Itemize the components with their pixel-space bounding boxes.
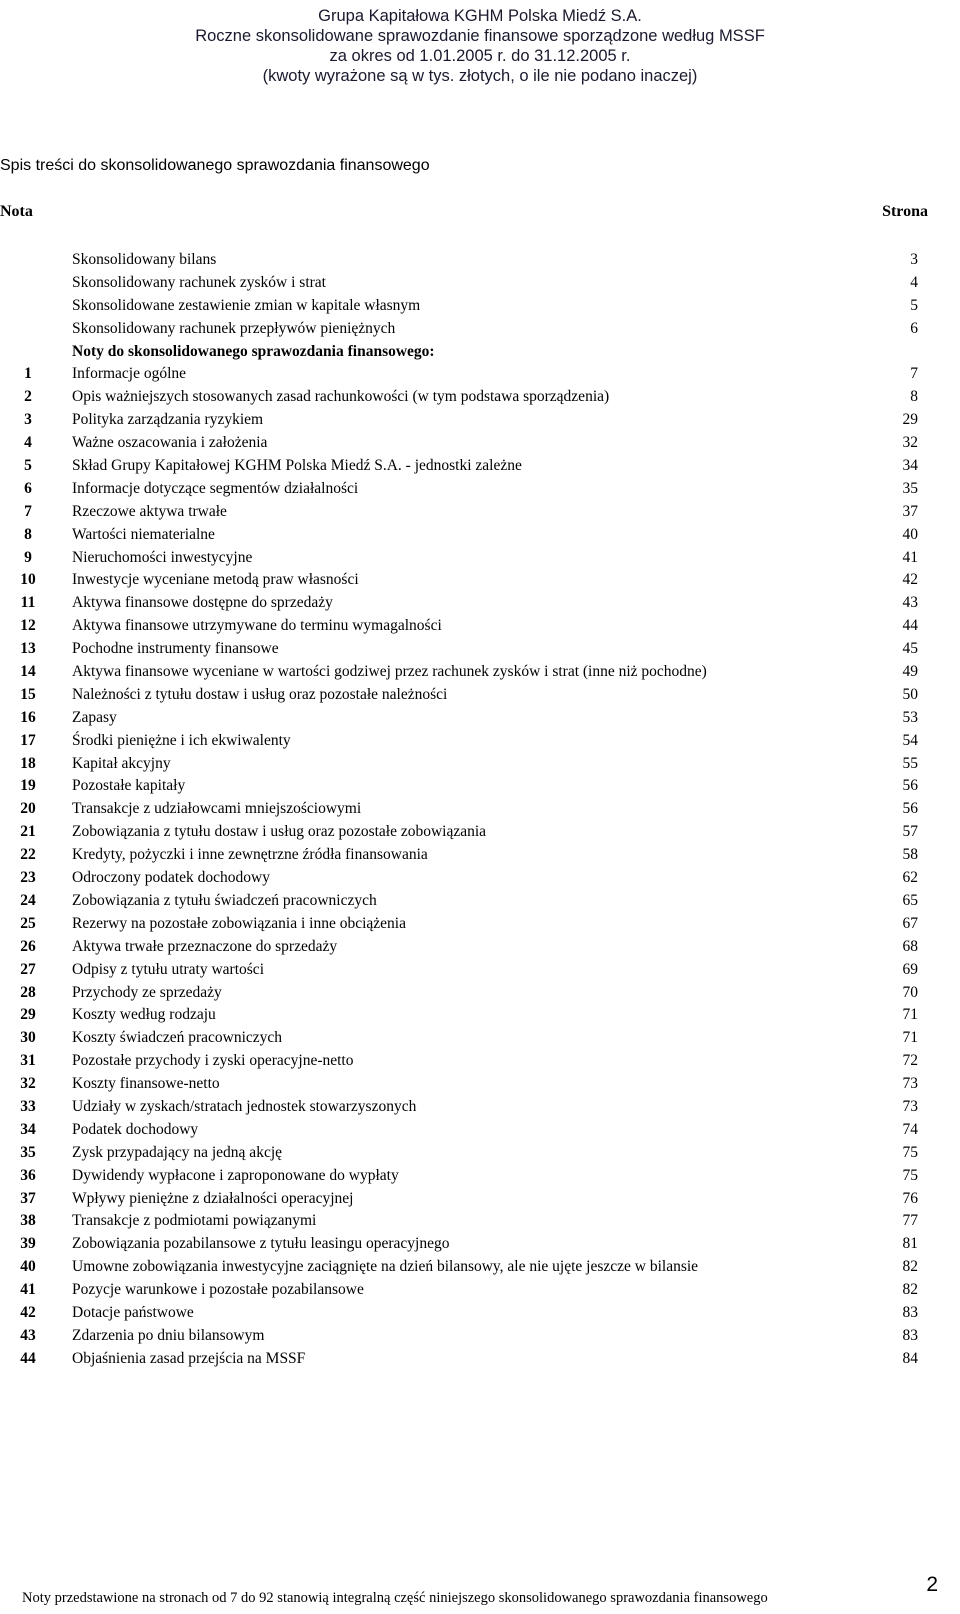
toc-entry-page: 65 xyxy=(902,891,918,909)
toc-entry-page: 50 xyxy=(902,685,918,703)
toc-entry-page: 75 xyxy=(902,1166,918,1184)
toc-entry-page: 69 xyxy=(902,960,918,978)
toc-entry xyxy=(0,615,960,638)
toc-entry xyxy=(0,661,960,684)
toc-entry-label: Opis ważniejszych stosowanych zasad rachunkowości (w tym podstawa sporządzenia) xyxy=(72,388,610,406)
toc-entry-page: 56 xyxy=(902,800,918,818)
toc-entry-label: Nieruchomości inwestycyjne xyxy=(72,548,253,566)
toc-entry xyxy=(0,363,960,386)
toc-entry-label: Podatek dochodowy xyxy=(72,1120,199,1138)
toc-entry-label: Informacje dotyczące segmentów działalności xyxy=(72,479,359,497)
toc-entry-page: 41 xyxy=(902,548,918,566)
toc-entry-page: 76 xyxy=(902,1189,918,1207)
toc-entry-label: Kredyty, pożyczki i inne zewnętrzne źródła finansowania xyxy=(72,846,428,864)
toc-entry-number: 21 xyxy=(20,823,36,841)
toc-entry xyxy=(0,409,960,432)
toc-entry-label: Pozycje warunkowe i pozostałe pozabilansowe xyxy=(72,1281,364,1299)
toc-entry-label: Wartości niematerialne xyxy=(72,525,215,543)
toc-entry-page: 54 xyxy=(902,731,918,749)
toc-list xyxy=(0,249,960,1371)
toc-entry-page: 84 xyxy=(902,1349,918,1367)
toc-entry-page: 44 xyxy=(902,617,918,635)
toc-entry xyxy=(0,936,960,959)
toc-title: Spis treści do skonsolidowanego sprawozdania finansowego xyxy=(0,157,430,174)
toc-entry-label: Rzeczowe aktywa trwałe xyxy=(72,502,227,520)
toc-entry xyxy=(0,478,960,501)
toc-entry-page: 37 xyxy=(902,502,918,520)
toc-entry xyxy=(0,1325,960,1348)
toc-entry-label: Udziały w zyskach/stratach jednostek stowarzyszonych xyxy=(72,1097,417,1115)
toc-entry-page: 57 xyxy=(902,823,918,841)
toc-entry-page: 35 xyxy=(902,479,918,497)
toc-entry-number: 18 xyxy=(20,754,36,772)
toc-entry-page: 5 xyxy=(910,296,918,314)
toc-entry xyxy=(0,982,960,1005)
toc-entry-number: 30 xyxy=(20,1029,36,1047)
toc-entry xyxy=(0,867,960,890)
toc-entry-number: 41 xyxy=(20,1281,36,1299)
toc-entry-number: 15 xyxy=(20,685,36,703)
column-header-note: Nota xyxy=(0,203,33,220)
toc-entry-label: Dotacje państwowe xyxy=(72,1303,194,1321)
toc-entry-label: Pozostałe przychody i zyski operacyjne-netto xyxy=(72,1052,354,1070)
toc-entry-label: Skonsolidowany bilans xyxy=(72,251,217,268)
toc-entry-label: Zobowiązania pozabilansowe z tytułu leasingu operacyjnego xyxy=(72,1235,450,1253)
toc-entry-number: 23 xyxy=(20,869,36,887)
header-period: za okres od 1.01.2005 r. do 31.12.2005 r. xyxy=(329,47,631,65)
toc-entry-label: Koszty finansowe-netto xyxy=(72,1075,220,1093)
toc-entry-label: Dywidendy wypłacone i zaproponowane do wypłaty xyxy=(72,1166,399,1184)
toc-entry-number: 38 xyxy=(20,1212,36,1230)
toc-entry-page: 73 xyxy=(902,1075,918,1093)
toc-entry-label: Objaśnienia zasad przejścia na MSSF xyxy=(72,1349,306,1367)
toc-entry-page: 58 xyxy=(902,846,918,864)
toc-entry-number: 24 xyxy=(20,891,36,909)
toc-entry xyxy=(0,959,960,982)
toc-entry-number: 44 xyxy=(20,1349,36,1367)
toc-entry xyxy=(0,272,960,295)
toc-entry-label: Inwestycje wyceniane metodą praw własności xyxy=(72,571,359,589)
toc-entry xyxy=(0,753,960,776)
toc-entry-label: Odpisy z tytułu utraty wartości xyxy=(72,960,264,978)
toc-entry-number: 17 xyxy=(20,731,36,749)
header-units-note: (kwoty wyrażone są w tys. złotych, o ile nie podano inaczej) xyxy=(262,67,698,85)
toc-entry-page: 70 xyxy=(902,983,918,1001)
toc-entry xyxy=(0,913,960,936)
toc-entry-label: Zobowiązania z tytułu dostaw i usług oraz pozostałe zobowiązania xyxy=(72,823,487,841)
toc-entry-page: 42 xyxy=(902,571,918,589)
toc-entry-label: Noty do skonsolidowanego sprawozdania finansowego: xyxy=(72,342,435,360)
toc-entry-number: 20 xyxy=(20,800,36,818)
toc-entry-page: 56 xyxy=(902,777,918,795)
toc-entry xyxy=(0,1256,960,1279)
toc-entry xyxy=(0,1119,960,1142)
toc-entry-page: 72 xyxy=(902,1052,918,1070)
toc-entry-number: 10 xyxy=(20,571,36,589)
toc-entry-number: 39 xyxy=(20,1235,36,1253)
toc-entry xyxy=(0,890,960,913)
toc-entry xyxy=(0,547,960,570)
toc-entry-page: 68 xyxy=(902,937,918,955)
toc-entry-number: 12 xyxy=(20,617,36,635)
toc-entry xyxy=(0,1027,960,1050)
toc-entry xyxy=(0,638,960,661)
toc-entry-number: 2 xyxy=(24,388,32,406)
toc-entry-number: 9 xyxy=(24,548,32,566)
toc-entry xyxy=(0,821,960,844)
toc-entry xyxy=(0,707,960,730)
toc-entry xyxy=(0,1073,960,1096)
toc-entry-number: 27 xyxy=(20,960,36,978)
toc-entry-page: 67 xyxy=(902,914,918,932)
toc-entry-page: 43 xyxy=(902,594,918,612)
toc-entry-label: Przychody ze sprzedaży xyxy=(72,983,222,1001)
toc-entry-number: 34 xyxy=(20,1120,36,1138)
toc-entry-page: 40 xyxy=(902,525,918,543)
toc-entry xyxy=(0,386,960,409)
toc-entry xyxy=(0,1233,960,1256)
toc-entry-number: 22 xyxy=(20,846,36,864)
toc-entry-label: Skonsolidowany rachunek przepływów pieniężnych xyxy=(72,319,396,337)
toc-entry xyxy=(0,295,960,318)
toc-entry-page: 71 xyxy=(902,1006,918,1024)
toc-entry xyxy=(0,432,960,455)
toc-entry xyxy=(0,798,960,821)
toc-entry-label: Zobowiązania z tytułu świadczeń pracowniczych xyxy=(72,891,377,909)
footer-note: Noty przedstawione na stronach od 7 do 92 stanowią integralną część niniejszego skonsolidowanego sprawozdania finansowego xyxy=(22,1590,768,1606)
toc-entry-label: Transakcje z udziałowcami mniejszościowymi xyxy=(72,800,362,818)
toc-entry-page: 82 xyxy=(902,1258,918,1276)
toc-entry-number: 37 xyxy=(20,1189,36,1207)
toc-entry-number: 36 xyxy=(20,1166,36,1184)
toc-entry xyxy=(0,524,960,547)
toc-entry-label: Transakcje z podmiotami powiązanymi xyxy=(72,1212,317,1230)
toc-entry xyxy=(0,1210,960,1233)
toc-entry-page: 53 xyxy=(902,708,918,726)
toc-entry-label: Zysk przypadający na jedną akcję xyxy=(72,1143,283,1161)
toc-entry xyxy=(0,1142,960,1165)
toc-entry-number: 7 xyxy=(24,502,32,520)
toc-entry xyxy=(0,318,960,341)
toc-entry-page: 71 xyxy=(902,1029,918,1047)
toc-entry-label: Polityka zarządzania ryzykiem xyxy=(72,411,264,429)
toc-entry-page: 29 xyxy=(902,411,918,429)
toc-entry-page: 82 xyxy=(902,1281,918,1299)
toc-entry-label: Umowne zobowiązania inwestycyjne zaciągnięte na dzień bilansowy, ale nie ujęte jeszcze w bilansie xyxy=(72,1258,699,1276)
toc-entry-label: Kapitał akcyjny xyxy=(72,754,171,772)
toc-entry-number: 4 xyxy=(24,434,32,452)
toc-entry-number: 33 xyxy=(20,1097,36,1115)
toc-entry-page: 62 xyxy=(902,869,918,887)
toc-entry-label: Rezerwy na pozostałe zobowiązania i inne obciążenia xyxy=(72,914,406,932)
toc-entry-label: Wpływy pieniężne z działalności operacyjnej xyxy=(72,1189,354,1207)
toc-entry xyxy=(0,1165,960,1188)
toc-entry-label: Odroczony podatek dochodowy xyxy=(72,869,271,887)
toc-entry-label: Aktywa trwałe przeznaczone do sprzedaży xyxy=(72,937,338,955)
toc-entry xyxy=(0,1004,960,1027)
toc-entry-number: 35 xyxy=(20,1143,36,1161)
toc-entry-number: 14 xyxy=(20,663,36,681)
toc-entry xyxy=(0,684,960,707)
toc-entry-label: Skład Grupy Kapitałowej KGHM Polska Miedź S.A. - jednostki zależne xyxy=(72,457,522,475)
toc-entry-label: Skonsolidowany rachunek zysków i strat xyxy=(72,273,326,291)
toc-entry xyxy=(0,1348,960,1371)
toc-entry-page: 45 xyxy=(902,640,918,658)
toc-entry-page: 6 xyxy=(910,319,918,337)
toc-entry xyxy=(0,249,960,272)
toc-entry-number: 43 xyxy=(20,1326,36,1344)
toc-entry-page: 7 xyxy=(910,365,918,383)
toc-entry-label: Pochodne instrumenty finansowe xyxy=(72,640,279,658)
toc-entry-page: 75 xyxy=(902,1143,918,1161)
toc-entry-number: 5 xyxy=(24,457,32,475)
toc-entry-number: 8 xyxy=(24,525,32,543)
toc-entry xyxy=(0,844,960,867)
toc-entry-number: 3 xyxy=(24,411,32,429)
toc-entry-page: 34 xyxy=(902,457,918,475)
toc-entry-label: Koszty według rodzaju xyxy=(72,1006,216,1024)
toc-entry-page: 3 xyxy=(910,251,918,268)
toc-entry-page: 83 xyxy=(902,1326,918,1344)
toc-entry-number: 32 xyxy=(20,1075,36,1093)
toc-entry-number: 40 xyxy=(20,1258,36,1276)
toc-entry-label: Zapasy xyxy=(72,708,117,726)
toc-entry-number: 1 xyxy=(24,365,32,383)
toc-entry xyxy=(0,730,960,753)
toc-entry xyxy=(0,569,960,592)
toc-entry xyxy=(0,1302,960,1325)
toc-entry-page: 77 xyxy=(902,1212,918,1230)
toc-entry-number: 29 xyxy=(20,1006,36,1024)
toc-entry-number: 26 xyxy=(20,937,36,955)
toc-entry-number: 11 xyxy=(20,594,36,612)
toc-entry-label: Aktywa finansowe utrzymywane do terminu wymagalności xyxy=(72,617,442,635)
document-header xyxy=(0,6,960,86)
toc-entry-number: 13 xyxy=(20,640,36,658)
toc-entry-page: 8 xyxy=(910,388,918,406)
toc-entry-number: 31 xyxy=(20,1052,36,1070)
toc-entry-label: Koszty świadczeń pracowniczych xyxy=(72,1029,283,1047)
toc-entry xyxy=(0,501,960,524)
toc-entry xyxy=(0,592,960,615)
toc-entry-number: 42 xyxy=(20,1303,36,1321)
toc-entry xyxy=(0,455,960,478)
toc-entry xyxy=(0,1096,960,1119)
toc-entry-label: Aktywa finansowe wyceniane w wartości godziwej przez rachunek zysków i strat (inne niż pochodne) xyxy=(72,663,707,681)
toc-entry-number: 19 xyxy=(20,777,36,795)
toc-entry-page: 74 xyxy=(902,1120,918,1138)
toc-entry-label: Aktywa finansowe dostępne do sprzedaży xyxy=(72,594,333,612)
toc-entry-number: 16 xyxy=(20,708,36,726)
toc-entry-number: 28 xyxy=(20,983,36,1001)
toc-entry-page: 81 xyxy=(902,1235,918,1253)
toc-entry-label: Środki pieniężne i ich ekwiwalenty xyxy=(72,731,291,749)
toc-entry-label: Ważne oszacowania i założenia xyxy=(72,434,268,452)
toc-entry-label: Zdarzenia po dniu bilansowym xyxy=(72,1326,265,1344)
toc-entry xyxy=(0,775,960,798)
toc-entry-label: Pozostałe kapitały xyxy=(72,777,186,795)
header-company: Grupa Kapitałowa KGHM Polska Miedź S.A. xyxy=(318,7,642,25)
column-header-page: Strona xyxy=(882,203,928,220)
page-number: 2 xyxy=(926,1573,938,1596)
toc-section-heading xyxy=(0,341,960,364)
toc-entry-label: Informacje ogólne xyxy=(72,365,187,383)
toc-entry xyxy=(0,1279,960,1302)
header-report-title: Roczne skonsolidowane sprawozdanie finansowe sporządzone według MSSF xyxy=(195,27,765,45)
toc-entry-number: 6 xyxy=(24,479,32,497)
toc-entry-page: 32 xyxy=(902,434,918,452)
toc-entry xyxy=(0,1050,960,1073)
toc-entry-label: Skonsolidowane zestawienie zmian w kapitale własnym xyxy=(72,296,421,314)
toc-entry-page: 55 xyxy=(902,754,918,772)
toc-entry xyxy=(0,1188,960,1211)
toc-entry-page: 83 xyxy=(902,1303,918,1321)
toc-entry-page: 49 xyxy=(902,663,918,681)
toc-entry-number: 25 xyxy=(20,914,36,932)
toc-entry-page: 4 xyxy=(910,273,918,291)
toc-entry-page: 73 xyxy=(902,1097,918,1115)
toc-entry-label: Należności z tytułu dostaw i usług oraz pozostałe należności xyxy=(72,685,448,703)
